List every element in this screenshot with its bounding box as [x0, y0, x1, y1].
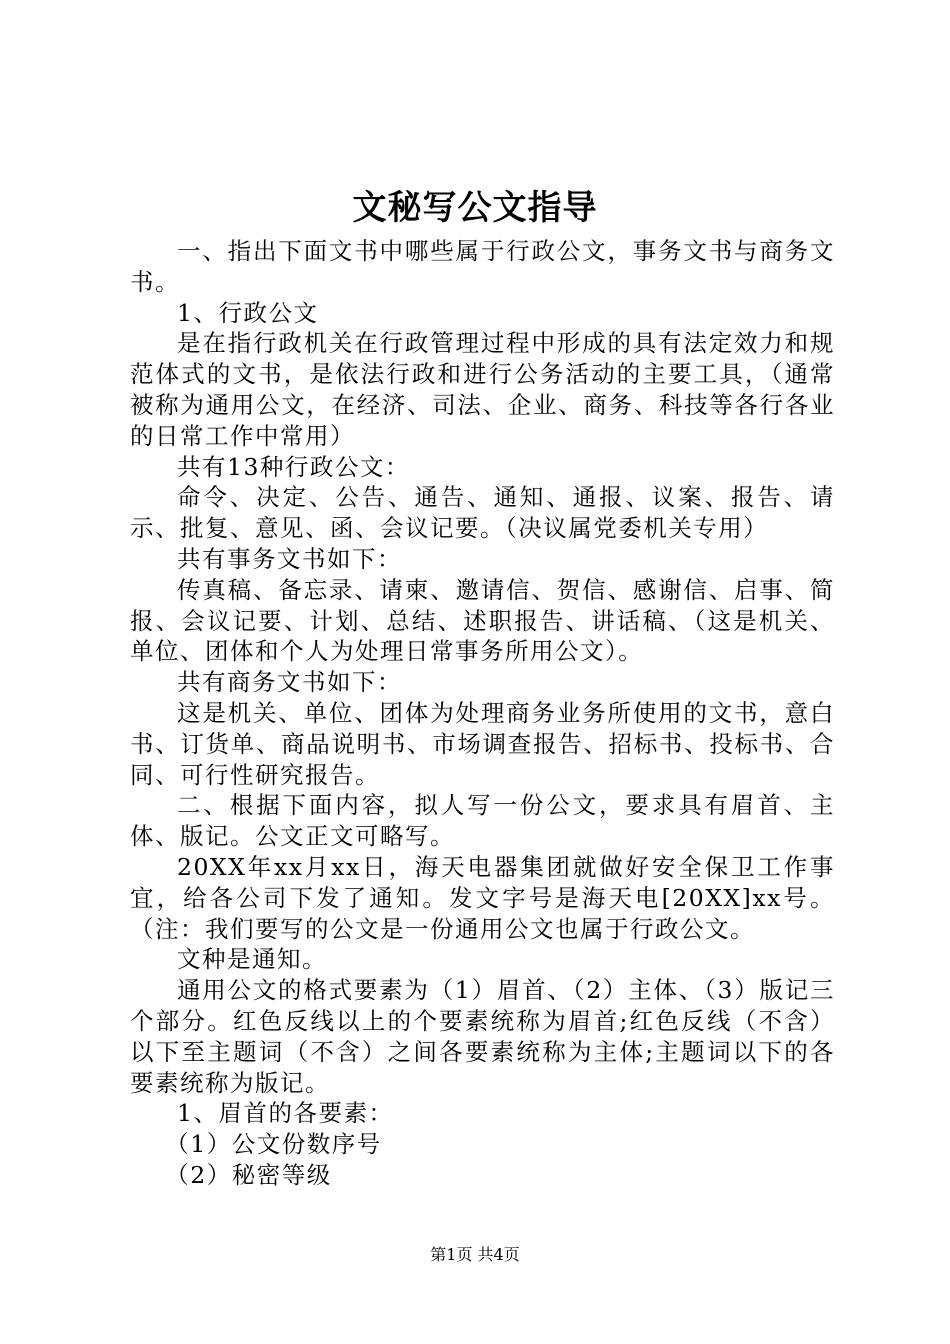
- paragraph: 命令、决定、公告、通告、通知、通报、议案、报告、请示、批复、意见、函、会议记要。（决议属党委机关专用）: [130, 483, 835, 543]
- document-body: [130, 236, 835, 1191]
- paragraph: 这是机关、单位、团体为处理商务业务所使用的文书，意白书、订货单、商品说明书、市场调查报告、招标书、投标书、合同、可行性研究报告。: [130, 698, 835, 789]
- paragraph: 一、指出下面文书中哪些属于行政公文，事务文书与商务文书。: [130, 237, 835, 296]
- paragraph: 20XX年xx月xx日，海天电器集团就做好安全保卫工作事宜，给各公司下发了通知。发文字号是海天电[20XX]xx号。（注：我们要写的公文是一份通用公文也属于行政公文。: [130, 852, 835, 943]
- page-footer: 第1页 共4页: [430, 1245, 520, 1264]
- paragraph: 1、眉首的各要素：: [177, 1099, 394, 1128]
- paragraph: （1）公文份数序号: [165, 1130, 382, 1159]
- paragraph: 通用公文的格式要素为（1）眉首、（2）主体、（3）版记三个部分。红色反线以上的个要素统称为眉首;红色反线（不含）以下至主题词（不含）之间各要素统称为主体;主题词以下的各要素统称为版记。: [130, 976, 835, 1097]
- paragraph: 共有事务文书如下：: [177, 544, 402, 573]
- page-title: 文秘写公文指导: [352, 188, 598, 228]
- paragraph: 二、根据下面内容，拟人写一份公文，要求具有眉首、主体、版记。公文正文可略写。: [130, 791, 835, 851]
- paragraph: 文种是通知。: [177, 945, 327, 974]
- paragraph: 1、行政公文: [177, 298, 319, 327]
- paragraph: 共有13种行政公文：: [177, 452, 410, 481]
- paragraph: 共有商务文书如下：: [177, 668, 402, 697]
- paragraph: 传真稿、备忘录、请柬、邀请信、贺信、感谢信、启事、简报、会议记要、计划、总结、述职报告、讲话稿、（这是机关、单位、团体和个人为处理日常事务所用公文）。: [130, 575, 835, 666]
- paragraph: 是在指行政机关在行政管理过程中形成的具有法定效力和规范体式的文书，是依法行政和进行公务活动的主要工具，（通常被称为通用公文，在经济、司法、企业、商务、科技等各行各业的日常工作中常用）: [130, 329, 835, 450]
- paragraph: （2）秘密等级: [165, 1160, 332, 1189]
